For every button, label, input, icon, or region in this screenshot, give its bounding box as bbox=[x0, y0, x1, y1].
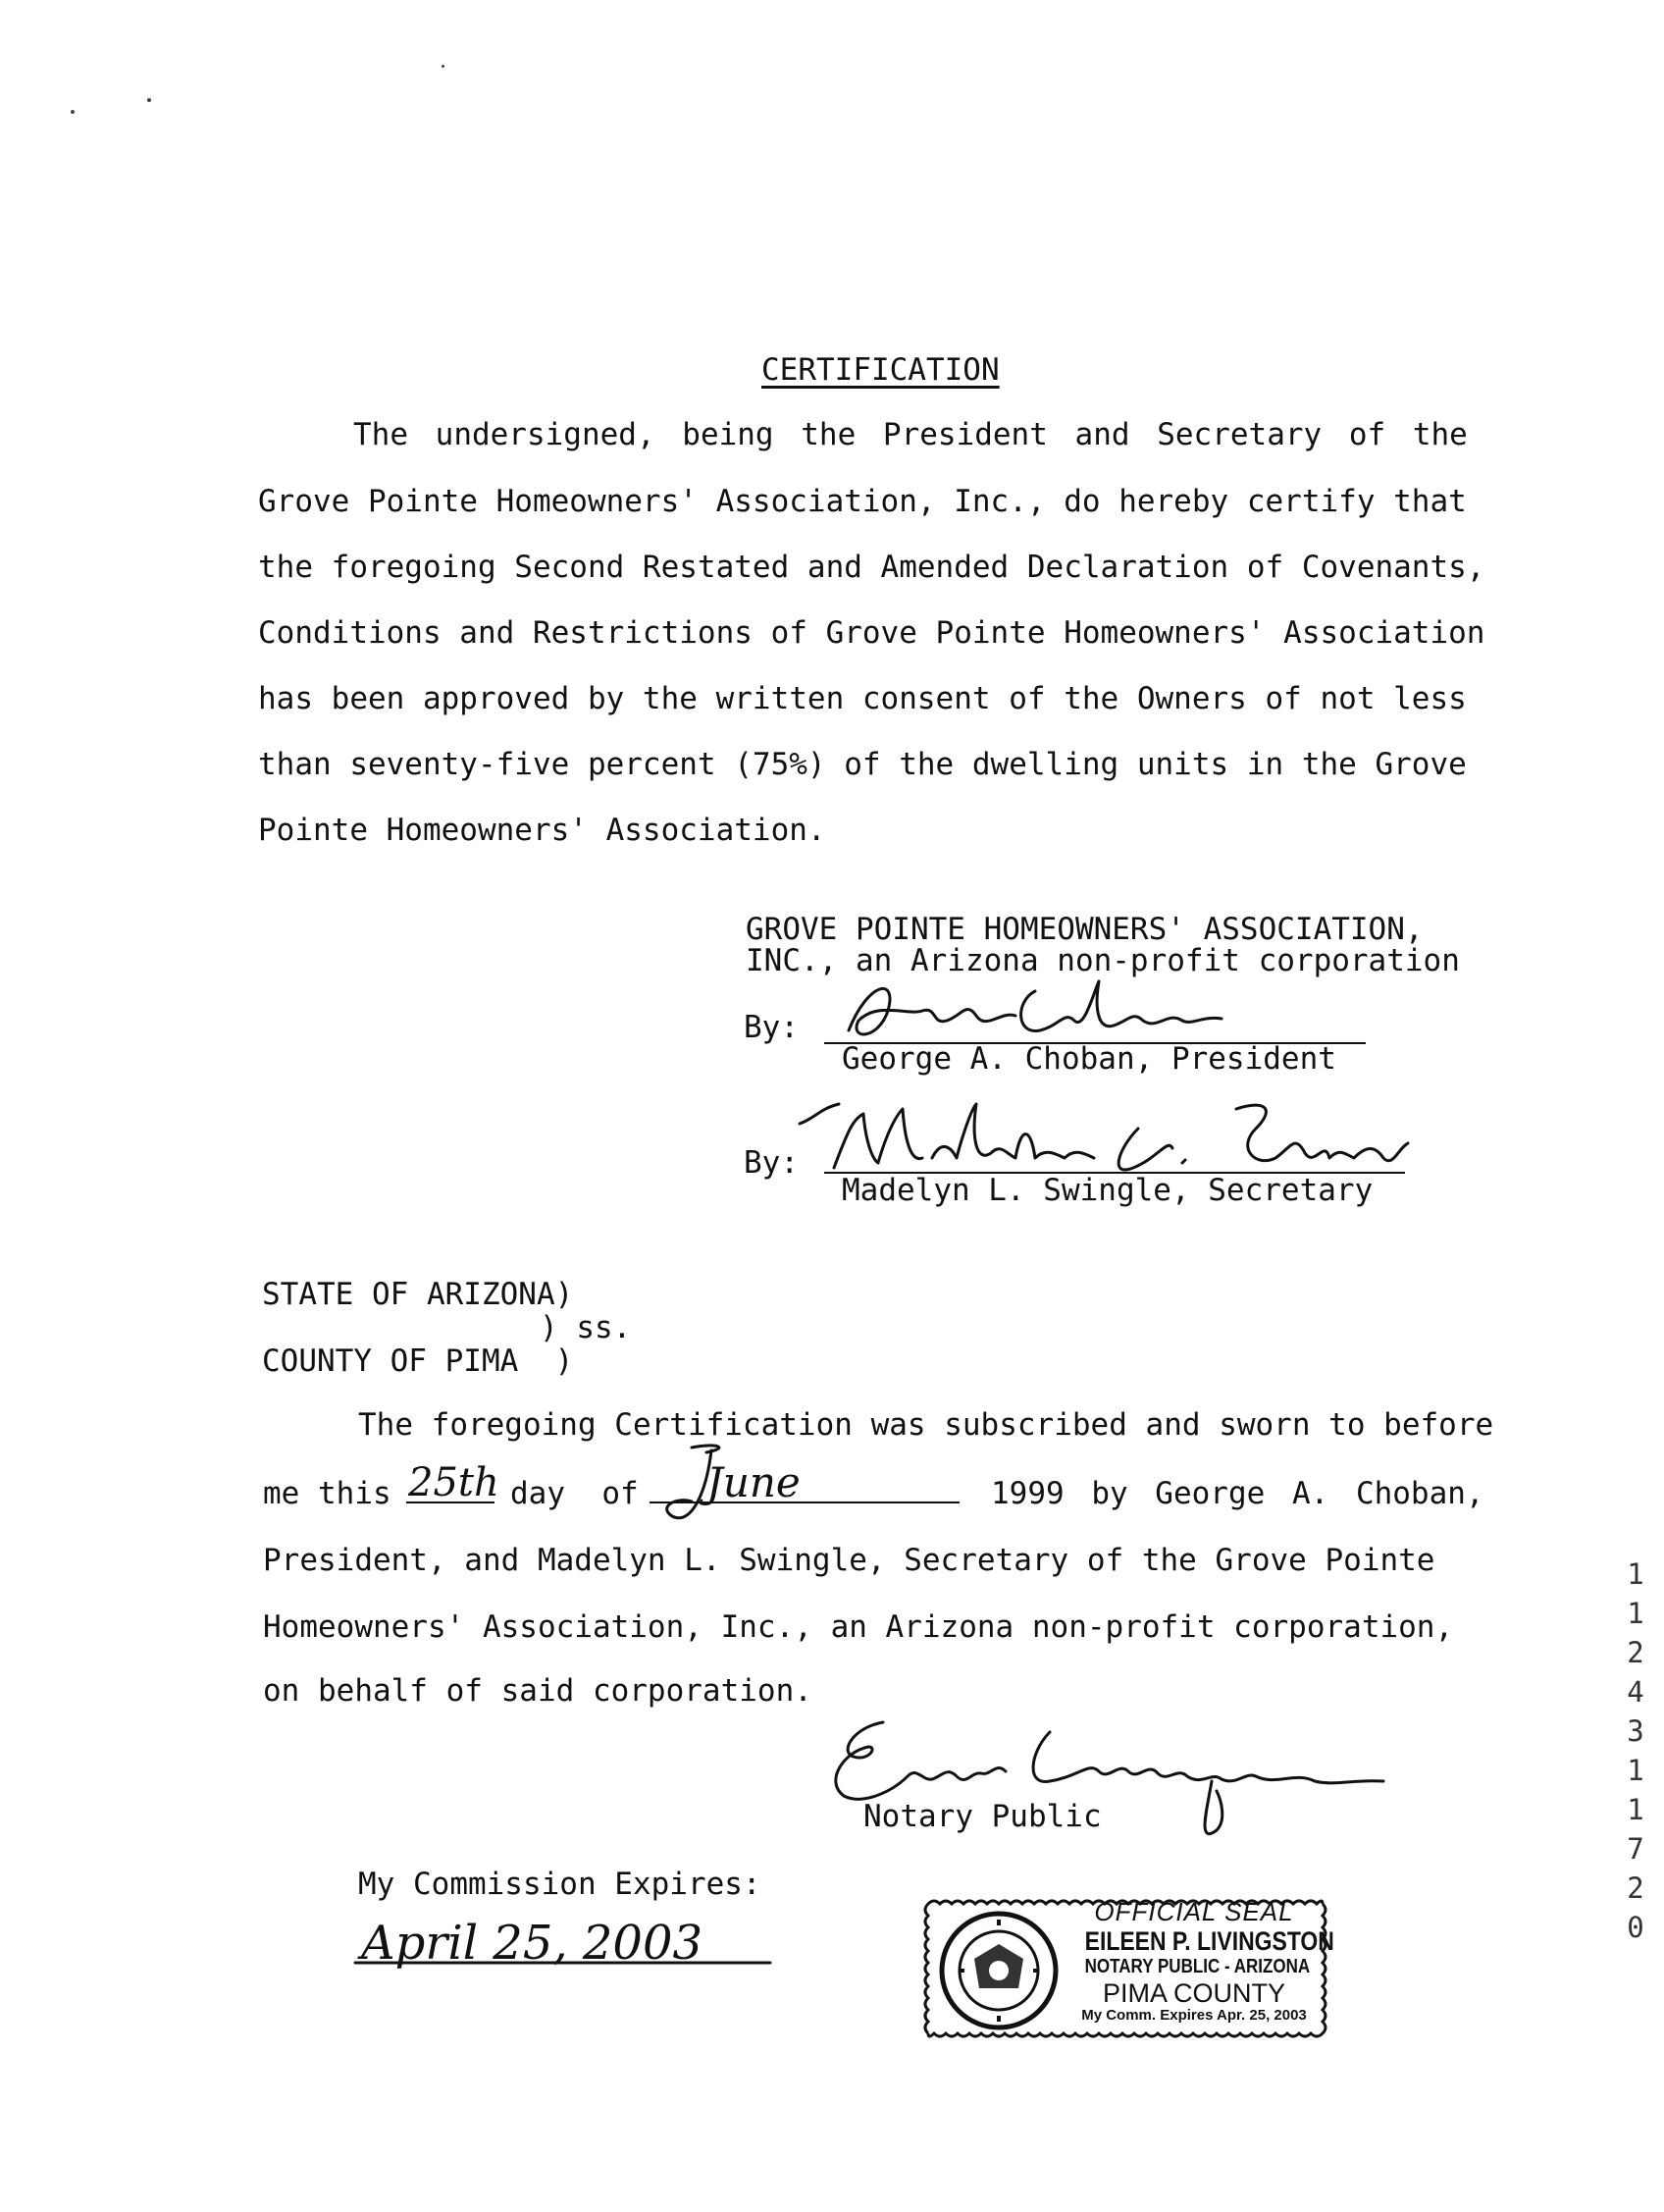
seal-text bbox=[1066, 1897, 1334, 2025]
notary-line-3: President, and Madelyn L. Swingle, Secretary of the Grove Pointe bbox=[263, 1543, 1435, 1578]
venue-state: STATE OF ARIZONA) bbox=[262, 1277, 574, 1312]
notary-line-4: Homeowners' Association, Inc., an Arizona non-profit corporation, bbox=[263, 1609, 1454, 1645]
notary-line-2-end: 1999 by George A. Choban, bbox=[991, 1476, 1484, 1511]
document-title: CERTIFICATION bbox=[761, 352, 1000, 388]
venue-county: COUNTY OF PIMA ) bbox=[262, 1343, 574, 1379]
state-seal-emblem bbox=[942, 1914, 1056, 2028]
commission-label: My Commission Expires: bbox=[358, 1867, 761, 1902]
commission-date-text: April 25, 2003 bbox=[361, 1916, 703, 1971]
notary-line-2-mid: day of bbox=[510, 1476, 639, 1511]
margin-number-text: 1 1 7 2 0 bbox=[1627, 1754, 1644, 1944]
seal-line-title: NOTARY PUBLIC - ARIZONA bbox=[1084, 1956, 1311, 1978]
body-line-2: Grove Pointe Homeowners' Association, Inc., do hereby certify that bbox=[258, 484, 1467, 519]
by-label-president: By: bbox=[744, 1010, 799, 1045]
scan-speck bbox=[147, 98, 151, 102]
org-name-line-1: GROVE POINTE HOMEOWNERS' ASSOCIATION, bbox=[746, 912, 1424, 947]
body-line-4: Conditions and Restrictions of Grove Pointe Homeowners' Association bbox=[258, 615, 1485, 651]
month-handwritten bbox=[638, 1433, 863, 1541]
month-handwritten-text: June bbox=[706, 1458, 801, 1506]
body-line-3: the foregoing Second Restated and Amended Declaration of Covenants, bbox=[258, 550, 1485, 585]
notary-line-1: The foregoing Certification was subscribed and sworn to before bbox=[358, 1407, 1494, 1443]
body-line-1: The undersigned, being the President and Secretary of the bbox=[353, 417, 1468, 452]
notary-line-5: on behalf of said corporation. bbox=[263, 1673, 812, 1709]
notary-seal bbox=[920, 1890, 1334, 2050]
president-name: George A. Choban, President bbox=[842, 1041, 1336, 1077]
president-signature bbox=[829, 972, 1280, 1050]
margin-number-text: 1 1 2 4 3 bbox=[1627, 1557, 1644, 1748]
seal-line-official: OFFICIAL SEAL bbox=[1094, 1897, 1294, 1926]
notary-public-label: Notary Public bbox=[863, 1799, 1102, 1834]
by-label-secretary: By: bbox=[744, 1145, 799, 1181]
scan-speck bbox=[442, 65, 444, 68]
body-line-7: Pointe Homeowners' Association. bbox=[258, 813, 826, 848]
seal-line-expires: My Comm. Expires Apr. 25, 2003 bbox=[1081, 2006, 1307, 2024]
body-line-6: than seventy-five percent (75%) of the dwelling units in the Grove bbox=[258, 747, 1467, 782]
seal-line-name: EILEEN P. LIVINGSTON bbox=[1084, 1926, 1334, 1957]
scan-speck bbox=[71, 110, 75, 114]
notary-line-2-start: me this bbox=[263, 1476, 391, 1511]
commission-date-handwritten bbox=[353, 1904, 785, 1992]
day-handwritten bbox=[404, 1450, 512, 1509]
venue-ss: ) ss. bbox=[540, 1310, 632, 1345]
body-line-5: has been approved by the written consent of the Owners of not less bbox=[258, 681, 1467, 716]
org-name-line-2: INC., an Arizona non-profit corporation bbox=[746, 943, 1460, 978]
seal-line-county: PIMA COUNTY bbox=[1102, 1977, 1286, 2008]
margin-number-bottom bbox=[1623, 1751, 1648, 1947]
day-handwritten-text: 25th bbox=[408, 1460, 499, 1505]
margin-number-top bbox=[1623, 1554, 1648, 1751]
secretary-name: Madelyn L. Swingle, Secretary bbox=[842, 1173, 1374, 1208]
